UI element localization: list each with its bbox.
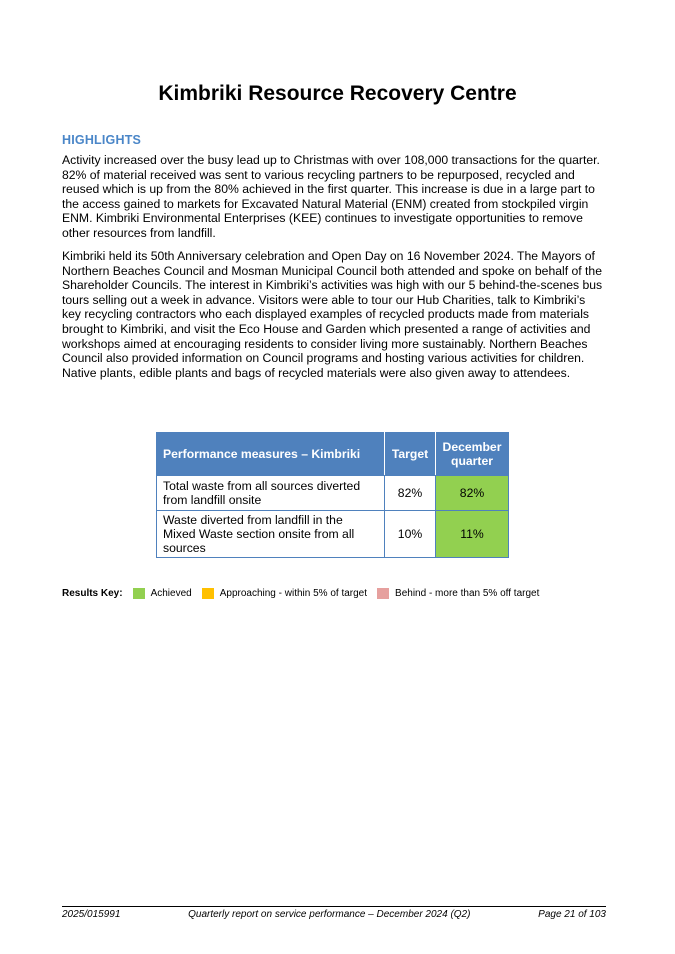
measure-cell: Waste diverted from landfill in the Mixed Waste section onsite from all sources bbox=[157, 511, 385, 558]
footer-page-number: Page 21 of 103 bbox=[538, 909, 606, 920]
highlights-paragraph-2: Kimbriki held its 50th Anniversary celebration and Open Day on 16 November 2024. The Mayors of Northern Beaches Council and Mosman Municipal Council both attended and spoke on behalf of the Shareholder Councils. The interest in Kimbriki’s activities was high with our 5 behind-the-scenes bus tours selling out a week in advance. Visitors were able to tour our Hub Charities, talk to Kimbriki’s key recycling contractors who each displayed examples of recycled products made from materials brought to Kimbriki, and visit the Eco House and Garden which presented a range of activities and workshops aimed at encouraging residents to consider living more sustainably. Northern Beaches Council also provided information on Council programs and hosting various activities for children. Native plants, edible plants and bags of recycled materials were also given away to attendees. bbox=[62, 249, 603, 380]
target-cell: 10% bbox=[385, 511, 436, 558]
page-footer bbox=[62, 909, 606, 920]
header-december-quarter: December quarter bbox=[436, 433, 509, 476]
approaching-swatch bbox=[202, 588, 214, 599]
footer-reference: 2025/015991 bbox=[62, 909, 121, 920]
page-title: Kimbriki Resource Recovery Centre bbox=[158, 82, 517, 105]
highlights-heading: HIGHLIGHTS bbox=[62, 133, 142, 147]
footer-divider bbox=[62, 906, 606, 907]
table-row bbox=[157, 511, 509, 558]
header-measure: Performance measures – Kimbriki bbox=[157, 433, 385, 476]
result-cell: 11% bbox=[436, 511, 509, 558]
achieved-swatch bbox=[133, 588, 145, 599]
behind-swatch bbox=[377, 588, 389, 599]
key-item-label: Behind - more than 5% off target bbox=[395, 588, 540, 599]
table-row bbox=[157, 476, 509, 511]
table-header-row bbox=[157, 433, 509, 476]
key-item-label: Approaching - within 5% of target bbox=[219, 588, 368, 599]
header-target: Target bbox=[385, 433, 436, 476]
results-key-label: Results Key: bbox=[62, 588, 123, 599]
performance-table bbox=[156, 432, 509, 558]
measure-cell: Total waste from all sources diverted from landfill onsite bbox=[157, 476, 385, 511]
results-key bbox=[62, 588, 549, 599]
key-item-behind bbox=[377, 588, 539, 599]
highlights-paragraph-1: Activity increased over the busy lead up to Christmas with over 108,000 transactions for the quarter. 82% of material received was sent to various recycling partners to be repurposed, recycled and reused which is up from the 80% achieved in the first quarter. This increase is due in a large part to the access gained to markets for Excavated Natural Material (ENM) created from stockpiled virgin ENM. Kimbriki Environmental Enterprises (KEE) continues to investigate opportunities to remove other resources from landfill. bbox=[62, 153, 600, 240]
target-cell: 82% bbox=[385, 476, 436, 511]
result-cell: 82% bbox=[436, 476, 509, 511]
key-item-achieved bbox=[133, 588, 192, 599]
footer-report-title: Quarterly report on service performance – December 2024 (Q2) bbox=[188, 909, 471, 920]
key-item-approaching bbox=[202, 588, 367, 599]
key-item-label: Achieved bbox=[150, 588, 192, 599]
